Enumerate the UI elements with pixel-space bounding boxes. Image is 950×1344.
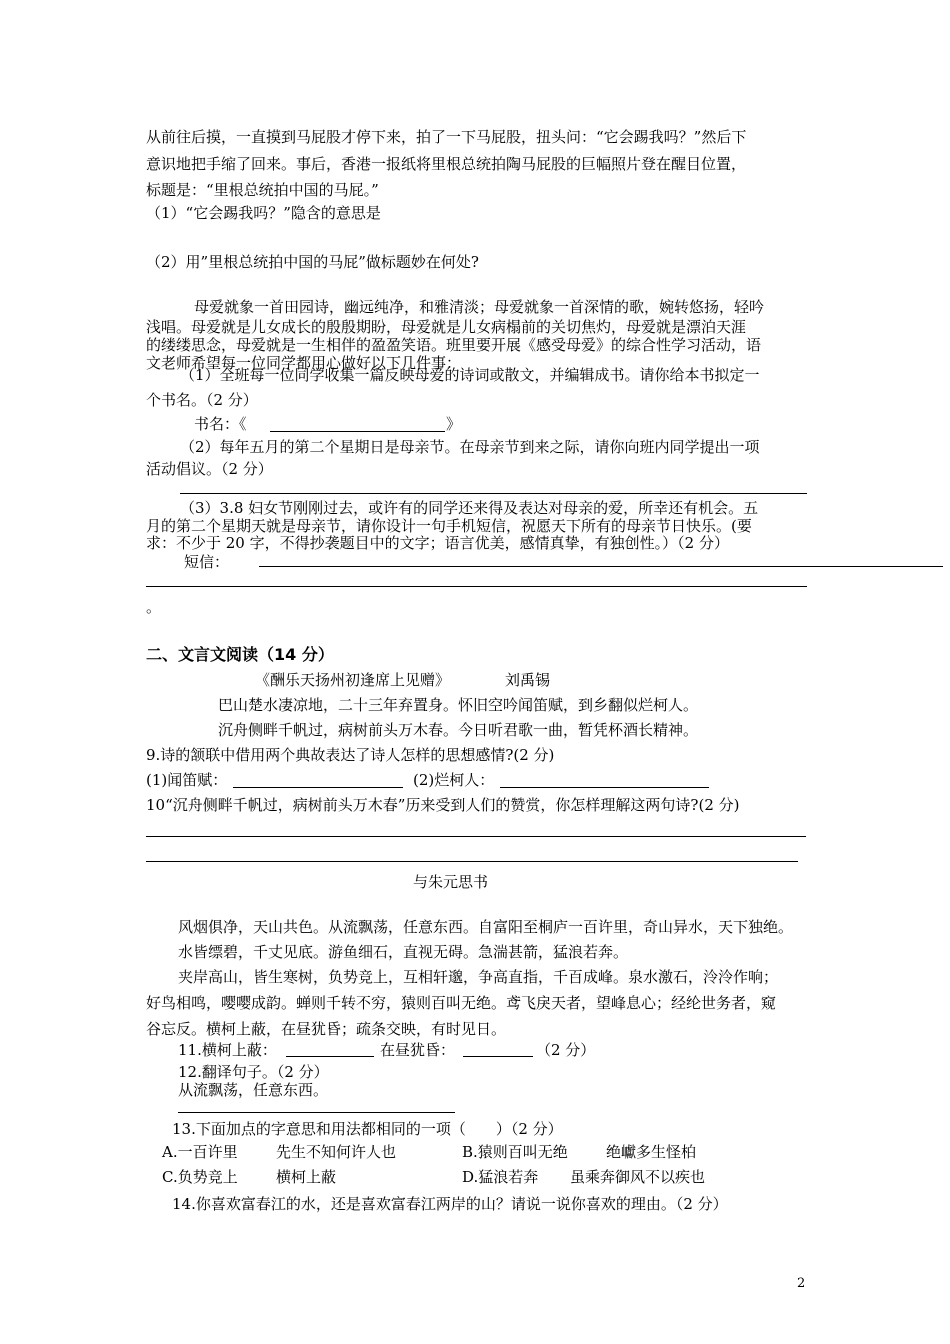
answer-line[interactable]: [146, 861, 798, 862]
answer-blank[interactable]: [500, 787, 709, 788]
task-3: （3）3.8 妇女节刚刚过去，或许有的同学还来得及表达对母亲的爱，所幸还有机会。五: [180, 499, 759, 517]
essay-line: 风烟俱净，天山共色。从流飘荡，任意东西。自富阳至桐庐一百许里，奇山异水，天下独绝。: [178, 918, 794, 936]
question-11-score: （2 分）: [536, 1041, 596, 1059]
option-c2: 横柯上蔽: [276, 1168, 337, 1186]
question-14: 14.你喜欢富春江的水，还是喜欢富春江两岸的山？请说一说你喜欢的理由。（2 分）: [172, 1195, 728, 1213]
question-9b: (2)烂柯人：: [413, 771, 495, 789]
passage-line: 母爱就象一首田园诗，幽远纯净，和雅清淡；母爱就象一首深情的歌，婉转悠扬，轻吟: [194, 298, 765, 316]
answer-line[interactable]: [178, 1112, 455, 1113]
option-a1: A.一百许里: [162, 1143, 238, 1161]
poem-line: 巴山楚水凄凉地，二十三年弃置身。怀旧空吟闻笛赋，到乡翻似烂柯人。: [218, 696, 699, 714]
poem-title: 《酬乐天扬州初逢席上见赠》: [255, 671, 451, 689]
essay-line: 夹岸高山，皆生寒树，负势竞上，互相轩邈，争高直指，千百成峰。泉水激石，泠泠作响；: [178, 968, 779, 986]
question-1: （1）“它会踢我吗？”隐含的意思是: [146, 204, 381, 222]
passage-line: 浅唱。母爱就是儿女成长的殷殷期盼，母爱就是儿女病榻前的关切焦灼，母爱就是漂泊天涯: [146, 318, 747, 336]
passage-line: 文老师希望每一位同学都用心做好以下几件事：: [146, 354, 462, 372]
passage-line: 的缕缕思念，母爱就是一生相伴的盈盈笑语。班里要开展《感受母爱》的综合性学习活动，语: [146, 336, 762, 354]
question-12: 12.翻译句子。（2 分）: [178, 1063, 329, 1081]
poem-author: 刘禹锡: [505, 671, 551, 689]
question-9: 9.诗的颔联中借用两个典故表达了诗人怎样的思想感情?(2 分): [146, 746, 555, 764]
passage-line: 意识地把手缩了回来。事后，香港一报纸将里根总统拍陶马屁股的巨幅照片登在醒目位置，: [146, 155, 747, 173]
option-d2: 虽乘奔御风不以疾也: [570, 1168, 706, 1186]
option-c1: C.负势竞上: [162, 1168, 238, 1186]
book-name-blank[interactable]: [270, 431, 445, 432]
book-name-label: 书名：《: [194, 415, 247, 433]
essay-line: 好鸟相鸣，嘤嘤成韵。蝉则千转不穷，猿则百叫无绝。鸢飞戾天者，望峰息心；经纶世务者，窥: [146, 994, 777, 1012]
essay-line: 水皆缥碧，千丈见底。游鱼细石，直视无碍。急湍甚箭，猛浪若奔。: [178, 943, 629, 961]
section-heading: 二、文言文阅读（14 分）: [146, 645, 334, 664]
end-mark: 。: [146, 598, 162, 616]
answer-blank[interactable]: [286, 1056, 374, 1057]
sms-blank[interactable]: [259, 566, 943, 567]
option-b2: 绝巘多生怪柏: [606, 1143, 697, 1161]
essay-title: 与朱元思书: [413, 873, 489, 891]
book-name-close: 》: [446, 415, 462, 433]
task-3-cont: 求：不少于 20 字，不得抄袭题目中的文字；语言优美，感情真挚，有独创性。）（2 分）: [146, 534, 729, 552]
answer-blank[interactable]: [233, 787, 403, 788]
task-1-cont: 个书名。（2 分）: [146, 391, 258, 409]
poem-line: 沉舟侧畔千帆过，病树前头万木春。今日听君歌一曲，暂凭杯酒长精神。: [218, 721, 699, 739]
sms-label: 短信：: [184, 553, 230, 571]
essay-line: 谷忘反。横柯上蔽，在昼犹昏；疏条交映，有时见日。: [146, 1020, 507, 1038]
answer-blank[interactable]: [463, 1056, 533, 1057]
question-2: （2）用”里根总统拍中国的马屁”做标题妙在何处?: [146, 253, 479, 271]
page-number: 2: [797, 1276, 806, 1291]
task-1: （1）全班每一位同学收集一篇反映母爱的诗词或散文，并编辑成书。请你给本书拟定一: [180, 366, 760, 384]
answer-line[interactable]: [146, 836, 806, 837]
question-11a: 11.横柯上蔽：: [178, 1041, 277, 1059]
passage-line: 标题是：“里根总统拍中国的马屁。”: [146, 181, 379, 199]
question-13: 13.下面加点的字意思和用法都相同的一项（ ）（2 分）: [172, 1120, 563, 1138]
task-2: （2）每年五月的第二个星期日是母亲节。在母亲节到来之际，请你向班内同学提出一项: [180, 438, 760, 456]
task-3-cont: 月的第二个星期天就是母亲节，请你设计一句手机短信，祝愿天下所有的母亲节日快乐。(要: [146, 517, 752, 535]
passage-line: 从前往后摸，一直摸到马屁股才停下来，拍了一下马屁股，扭头问：“它会踢我吗？”然后下: [146, 128, 747, 146]
option-a2: 先生不知何许人也: [276, 1143, 397, 1161]
question-9a: (1)闻笛赋：: [146, 771, 228, 789]
answer-line[interactable]: [180, 493, 807, 494]
question-11b: 在昼犹昏：: [380, 1041, 456, 1059]
task-2-cont: 活动倡议。（2 分）: [146, 460, 273, 478]
option-b1: B.猿则百叫无绝: [462, 1143, 568, 1161]
answer-line[interactable]: [146, 586, 807, 587]
question-10: 10“沉舟侧畔千帆过，病树前头万木春”历来受到人们的赞赏，你怎样理解这两句诗?(2 分): [146, 796, 740, 814]
option-d1: D.猛浪若奔: [462, 1168, 539, 1186]
question-12-sentence: 从流飘荡，任意东西。: [178, 1081, 329, 1099]
